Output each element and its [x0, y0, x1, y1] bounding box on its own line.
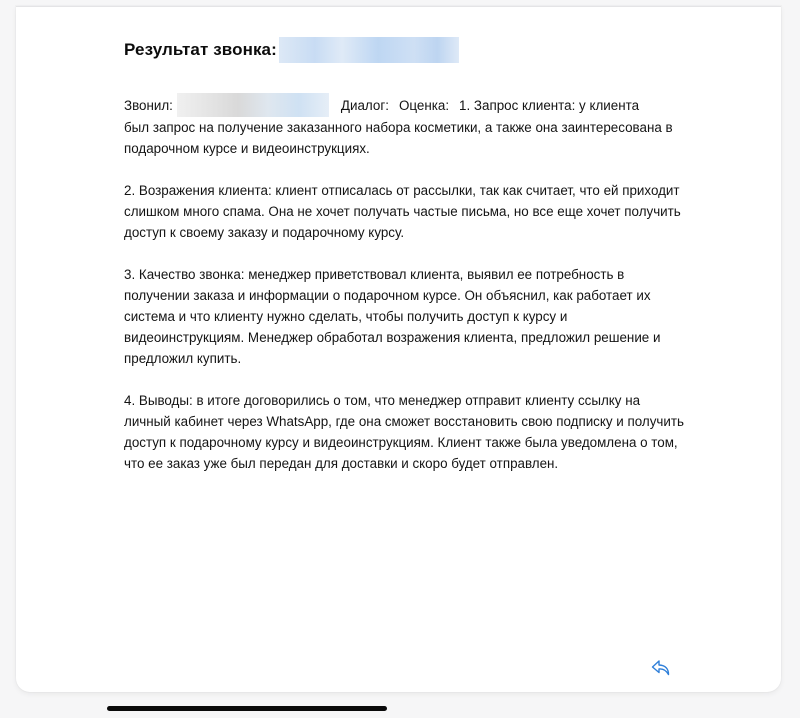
home-indicator-bar: [107, 706, 387, 711]
dialog-label: Диалог:: [340, 97, 389, 113]
rating-label: Оценка:: [398, 97, 450, 113]
caller-label: Звонил:: [124, 97, 173, 113]
summary-header-line: [124, 93, 684, 117]
paragraph-call-quality: 3. Качество звонка: менеджер приветствовал клиента, выявил ее потребность в получении заказа и информации о подарочном курсе. Он объяснил, как работает их система и что клиенту нужно сделать, чтобы получить доступ к курсу и видеоинструкциям. Менеджер обработал возражения клиента, предложил решение и предложил купить.: [124, 267, 661, 366]
call-summary-text: [124, 93, 684, 474]
reply-arrow-icon[interactable]: [650, 657, 672, 679]
call-result-title: Результат звонка:: [124, 40, 277, 59]
message-card: [16, 6, 781, 692]
request-text: был запрос на получение заказанного набора косметики, а также она заинтересована в подарочном курсе и видеоинструкциях.: [124, 120, 673, 156]
paragraph-objections: 2. Возражения клиента: клиент отписалась от рассылки, так как считает, что ей приходит слишком много спама. Она не хочет получать частые письма, но все еще хочет получить доступ к своему заказу и подарочному курсу.: [124, 183, 681, 240]
redacted-phone-block: [279, 37, 459, 63]
request-heading: 1. Запрос клиента: у клиента: [459, 97, 640, 113]
redacted-caller-block: [177, 93, 329, 117]
paragraph-request: [124, 93, 684, 159]
paragraph-conclusions: 4. Выводы: в итоге договорились о том, что менеджер отправит клиенту ссылку на личный кабинет через WhatsApp, где она сможет восстановить свою подписку и получить доступ к подарочному курсу и видеоинструкциям. Клиент также была уведомлена о том, что ее заказ уже был передан для доставки и скоро будет отправлен.: [124, 393, 684, 471]
title-row: [124, 37, 684, 63]
message-content: [124, 37, 684, 495]
